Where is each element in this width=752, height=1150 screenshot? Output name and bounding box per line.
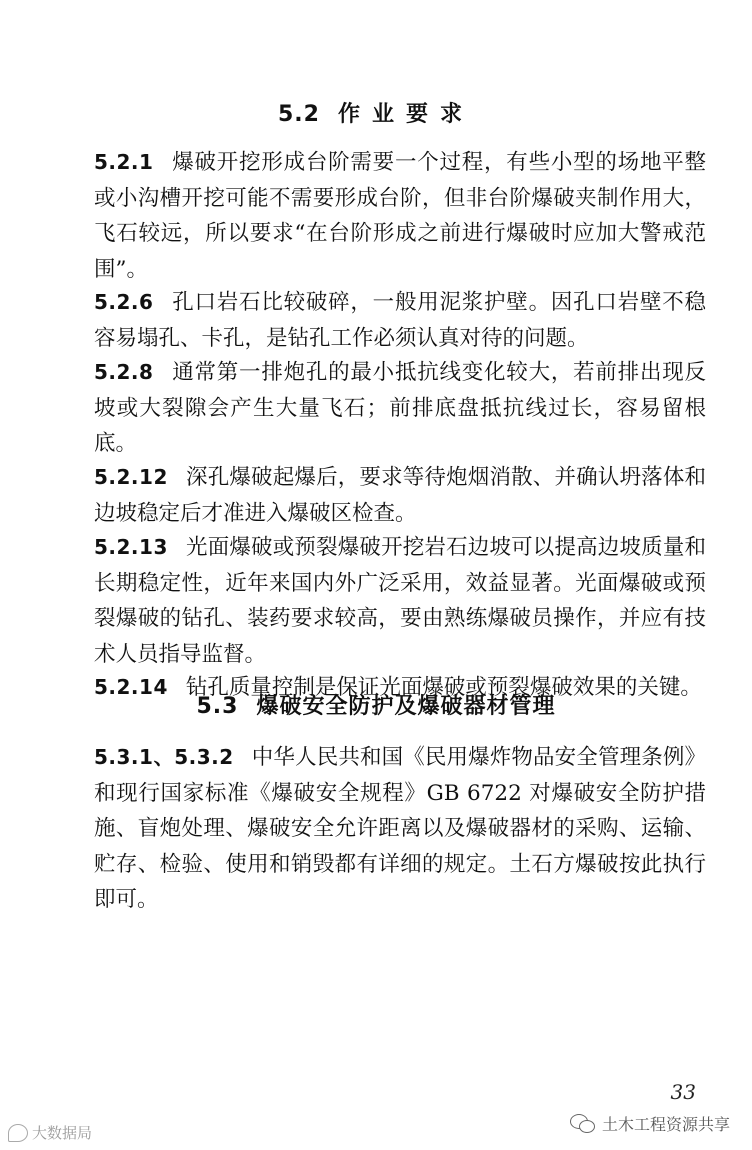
clause-text: 光面爆破或预裂爆破开挖岩石边坡可以提高边坡质量和长期稳定性，近年来国内外广泛采用，效益显著。光面爆破或预裂爆破的钻孔、装药要求较高，要由熟练爆破员操作，并应有技术人员指导监督。 — [94, 535, 706, 667]
clause-text: 深孔爆破起爆后，要求等待炮烟消散、并确认坍落体和边坡稳定后才准进入爆破区检查。 — [94, 465, 706, 526]
wechat-icon — [570, 1114, 596, 1134]
watermark-right — [570, 1112, 730, 1135]
clause-5-2-1 — [94, 145, 706, 287]
clause-text: 爆破开挖形成台阶需要一个过程，有些小型的场地平整或小沟槽开挖可能不需要形成台阶，但非台阶爆破夹制作用大，飞石较远，所以要求“在台阶形成之前进行爆破时应加大警戒范围”。 — [94, 150, 706, 282]
watermark-left — [8, 1122, 92, 1143]
clause-number: 5.2.14 — [94, 675, 168, 699]
clause-text: 孔口岩石比较破碎，一般用泥浆护壁。因孔口岩壁不稳容易塌孔、卡孔，是钻孔工作必须认真对待的问题。 — [94, 290, 706, 351]
clause-text: 钻孔质量控制是保证光面爆破或预裂爆破效果的关键。 — [185, 675, 702, 700]
watermark-right-text: 土木工程资源共享 — [601, 1115, 730, 1134]
clause-5-2-13 — [94, 530, 706, 672]
section-number: 5.3 — [196, 694, 239, 719]
page-number: 33 — [670, 1080, 696, 1104]
clause-text: 通常第一排炮孔的最小抵抗线变化较大，若前排出现反坡或大裂隙会产生大量飞石；前排底盘抵抗线过长，容易留根底。 — [94, 360, 706, 456]
clause-number: 5.2.12 — [94, 465, 168, 489]
section-heading-5-2 — [0, 100, 752, 130]
clause-5-2-6 — [94, 285, 706, 356]
clause-number: 5.2.6 — [94, 290, 154, 314]
clause-5-2-12 — [94, 460, 706, 531]
clause-5-2-8 — [94, 355, 706, 462]
section-title: 爆破安全防护及爆破器材管理 — [256, 694, 556, 719]
clause-text: 中华人民共和国《民用爆炸物品安全管理条例》和现行国家标准《爆破安全规程》GB 6722 对爆破安全防护措施、盲炮处理、爆破安全允许距离以及爆破器材的采购、运输、贮存、检验、使用和销毁都有详细的规定。土石方爆破按此执行即可。 — [94, 745, 706, 912]
section-heading-5-3 — [0, 692, 752, 722]
clause-number: 5.3.1、5.3.2 — [94, 745, 234, 769]
clause-5-3-1-5-3-2 — [94, 740, 706, 918]
section-number: 5.2 — [278, 102, 320, 127]
clause-number: 5.2.13 — [94, 535, 168, 559]
watermark-left-text: 大数据局 — [32, 1124, 93, 1142]
clause-number: 5.2.1 — [94, 150, 154, 174]
section-title: 作业要求 — [337, 102, 474, 127]
clause-number: 5.2.8 — [94, 360, 154, 384]
logo-icon — [8, 1124, 28, 1142]
